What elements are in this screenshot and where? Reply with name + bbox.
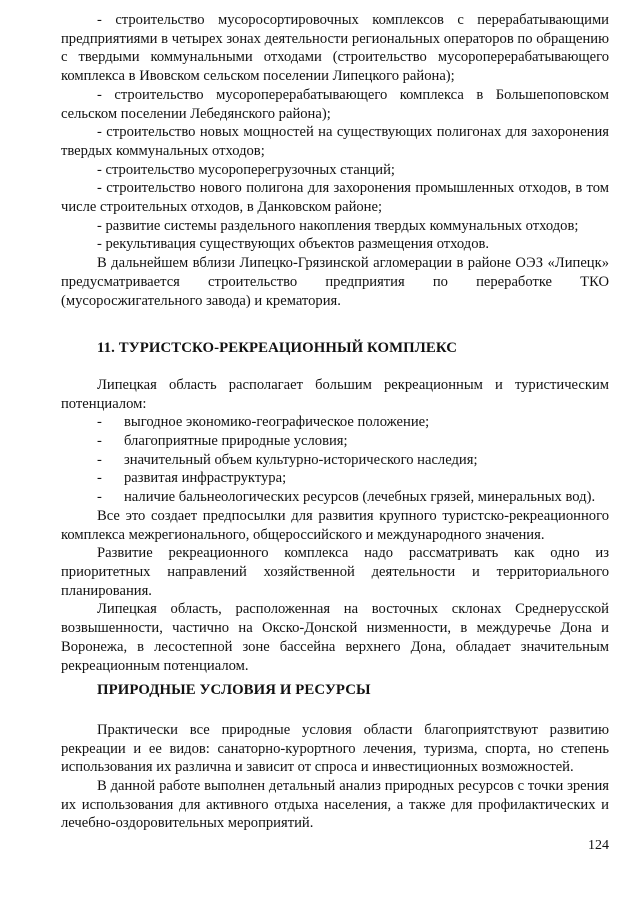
bullet-marker: - <box>97 451 102 468</box>
paragraph: Все это создает предпосылки для развития крупного туристско-рекреационного комплекса межрегионального, общероссийского и международного значения. <box>61 507 609 543</box>
list-item-text: развитая инфраструктура; <box>124 470 287 487</box>
list-item <box>61 469 609 488</box>
section-heading-tourism: 11. ТУРИСТСКО-РЕКРЕАЦИОННЫЙ КОМПЛЕКС <box>97 340 458 357</box>
bullet-list <box>61 413 609 507</box>
paragraph: В данной работе выполнен детальный анализ природных ресурсов с точки зрения их использования для активного отдыха населения, а также для профилактических и лечебно-оздоровительных мероприятий. <box>61 778 609 832</box>
bullet-marker: - <box>97 470 102 487</box>
list-item: - строительство мусоросортировочных комплексов с перерабатывающими предприятиями в четырех зонах деятельности региональных операторов по обращению с твердыми коммунальными отходами (строительство мусороперерабатывающего комплекса в Ивовском сельском поселении Липецкого района); <box>61 12 609 85</box>
document-page <box>61 11 609 833</box>
list-item <box>61 413 609 432</box>
section-heading-natural-resources: ПРИРОДНЫЕ УСЛОВИЯ И РЕСУРСЫ <box>97 682 371 699</box>
list-item-text: значительный объем культурно-исторического наследия; <box>124 451 478 468</box>
list-item <box>61 432 609 451</box>
paragraph: Практически все природные условия области благоприятствуют развитию рекреации и ее видов: санаторно-курортного лечения, туризма, спорта, но степень использования их различна и зависит от спроса и инвестиционных возможностей. <box>61 721 609 776</box>
bullet-marker: - <box>97 489 102 506</box>
page-number: 124 <box>588 838 609 853</box>
list-item: - строительство мусороперегрузочных станций; <box>97 161 395 178</box>
paragraph: Липецкая область, расположенная на восточных склонах Среднерусской возвышенности, частично на Окско-Донской низменности, в междуречье Дона и Воронежа, в лесостепной зоне бассейна верхнего Дона, обладает значительным рекреационным потенциалом. <box>61 601 609 674</box>
list-item <box>61 488 609 507</box>
list-item: - строительство новых мощностей на существующих полигонах для захоронения твердых коммунальных отходов; <box>61 124 609 159</box>
list-item-text: наличие бальнеологических ресурсов (лечебных грязей, минеральных вод). <box>124 489 596 506</box>
list-item: - развитие системы раздельного накопления твердых коммунальных отходов; <box>97 217 579 234</box>
list-item <box>61 451 609 470</box>
list-item: - строительство нового полигона для захоронения промышленных отходов, в том числе строительных отходов, в Данковском районе; <box>61 180 609 216</box>
bullet-marker: - <box>97 414 102 431</box>
paragraph: В дальнейшем вблизи Липецко-Грязинской агломерации в районе ОЭЗ «Липецк» предусматривается строительство предприятия по переработке ТКО (мусоросжигательного завода) и крематория. <box>61 255 609 309</box>
paragraph: Развитие рекреационного комплекса надо рассматривать как одно из приоритетных направлений хозяйственной деятельности и территориального планирования. <box>61 545 609 599</box>
list-item-text: благоприятные природные условия; <box>124 433 348 450</box>
list-item-text: выгодное экономико-географическое положение; <box>124 414 430 431</box>
list-item: - рекультивация существующих объектов размещения отходов. <box>97 236 490 253</box>
paragraph: Липецкая область располагает большим рекреационным и туристическим потенциалом: <box>61 376 609 412</box>
bullet-marker: - <box>97 433 102 450</box>
list-item: - строительство мусороперерабатывающего комплекса в Большепоповском сельском поселении Лебедянского района); <box>61 86 609 122</box>
